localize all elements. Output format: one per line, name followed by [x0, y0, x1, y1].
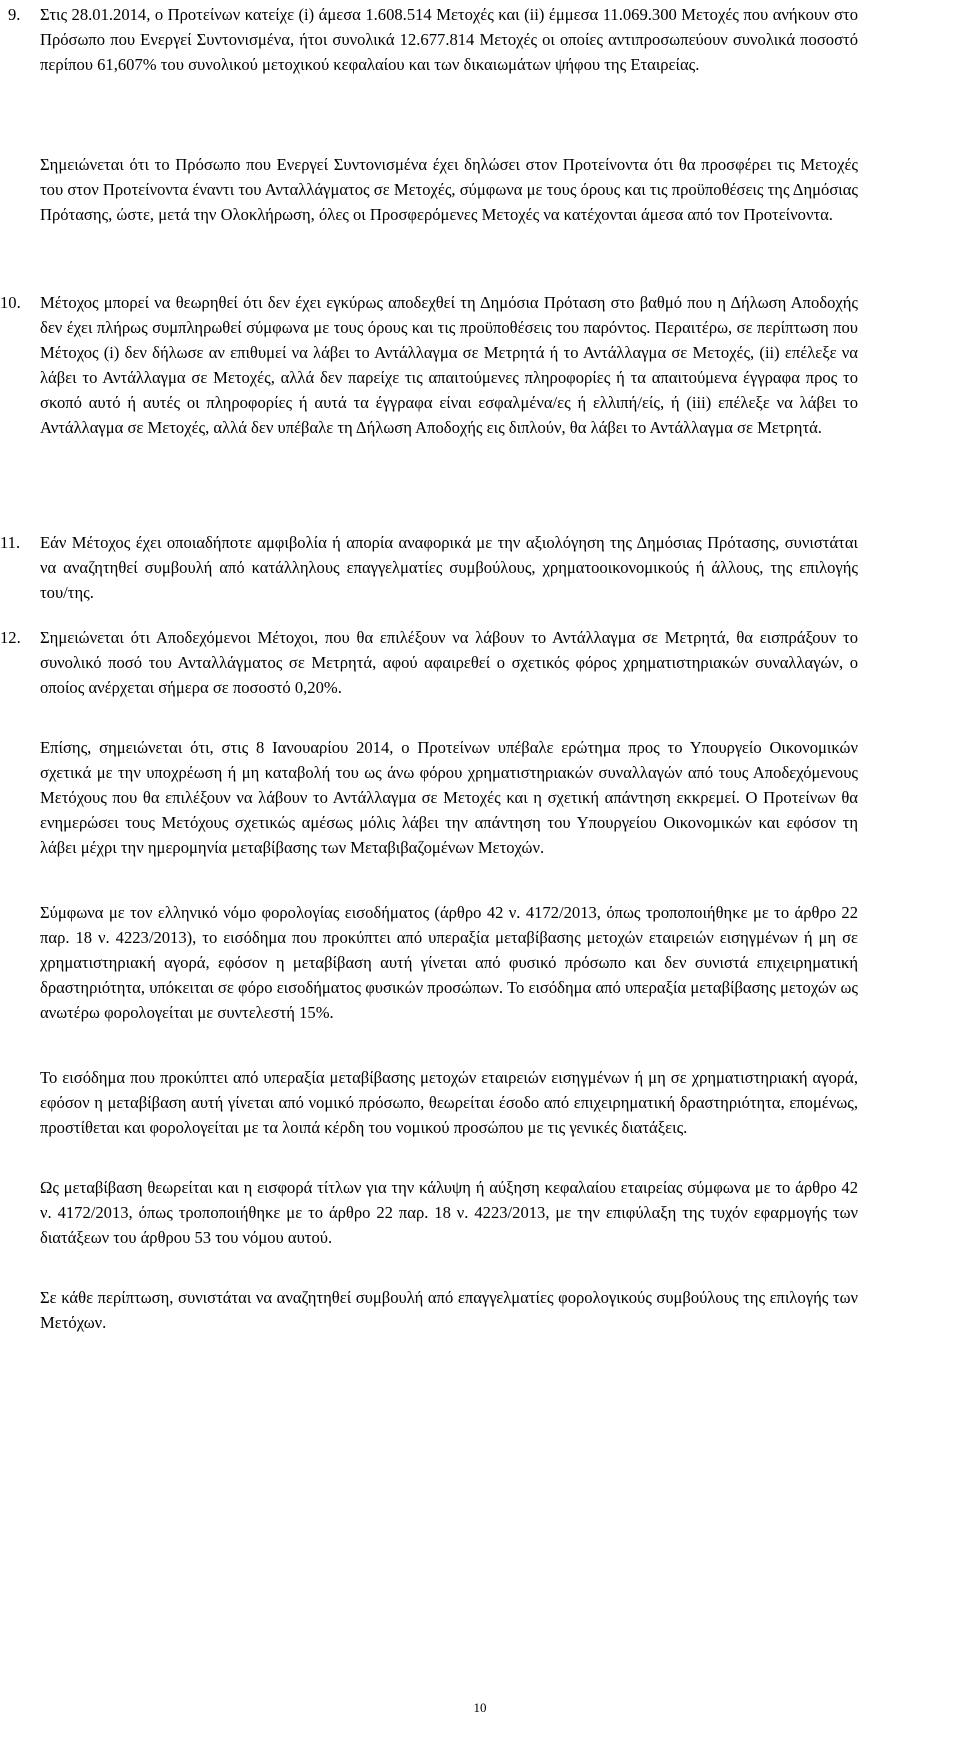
- paragraph-text: Σημειώνεται ότι το Πρόσωπο που Ενεργεί Συντονισμένα έχει δηλώσει στον Προτείνοντα ότι θα προσφέρει τις Μετοχές του στον Προτείνοντα έναντι του Ανταλλάγματος σε Μετοχές, σύμφωνα με τους όρους και τις προϋποθέσεις της Δημόσιας Πρότασης, ώστε, μετά την Ολοκλήρωση, όλες οι Προσφερόμενες Μετοχές να κατέχονται άμεσα από τον Προτείνοντα.: [40, 155, 858, 225]
- paragraph-text: Επίσης, σημειώνεται ότι, στις 8 Ιανουαρίου 2014, ο Προτείνων υπέβαλε ερώτημα προς το Υπουργείο Οικονομικών σχετικά με την υποχρέωση ή μη καταβολή του ως άνω φόρου χρηματιστηριακών συναλλαγών από τους Αποδεχόμενους Μετόχους που θα επιλέξουν να λάβουν το Αντάλλαγμα σε Μετοχές και η σχετική απάντηση εκκρεμεί. Ο Προτείνων θα ενημερώσει τους Μετόχους σχετικώς αμέσως μόλις λάβει την απάντηση του Υπουργείου Οικονομικών και εφόσον τη λάβει μέχρι την ημερομηνία μεταβίβασης των Μεταβιβαζομένων Μετοχών.: [40, 738, 858, 858]
- paragraph-text: Στις 28.01.2014, ο Προτείνων κατείχε (i) άμεσα 1.608.514 Μετοχές και (ii) έμμεσα 11.069.300 Μετοχές που ανήκουν στο Πρόσωπο που Ενεργεί Συντονισμένα, ήτοι συνολικά 12.677.814 Μετοχές οι οποίες αντιπροσωπεύουν συνολικά ποσοστό περίπου 61,607% του συνολικού μετοχικού κεφαλαίου και των δικαιωμάτων ψήφου της Εταιρείας.: [40, 5, 858, 75]
- paragraph-text: Εάν Μέτοχος έχει οποιαδήποτε αμφιβολία ή απορία αναφορικά με την αξιολόγηση της Δημόσιας Πρότασης, συνιστάται να αναζητηθεί συμβουλή από κατάλληλους επαγγελματίες συμβούλους, χρηματοοικονομικούς ή άλλους, της επιλογής του/της.: [40, 533, 858, 603]
- list-item-9: [8, 2, 858, 77]
- paragraph-text: Σύμφωνα με τον ελληνικό νόμο φορολογίας εισοδήματος (άρθρο 42 ν. 4172/2013, όπως τροποποιήθηκε με το άρθρο 22 παρ. 18 ν. 4223/2013), το εισόδημα που προκύπτει από υπεραξία μεταβίβασης μετοχών εταιρειών εισηγμένων ή μη σε χρηματιστηριακή αγορά, εφόσον η μεταβίβαση αυτή γίνεται από φυσικό πρόσωπο και δεν συνιστά επιχειρηματική δραστηριότητα, υπόκειται σε φόρο εισοδήματος φυσικών προσώπων. Το εισόδημα από υπεραξία μεταβίβασης μετοχών ως ανωτέρω φορολογείται με συντελεστή 15%.: [40, 903, 858, 1023]
- paragraph: [40, 735, 858, 860]
- paragraph: [40, 1285, 858, 1335]
- paragraph-text: Σημειώνεται ότι Αποδεχόμενοι Μέτοχοι, που θα επιλέξουν να λάβουν το Αντάλλαγμα σε Μετρητά, θα εισπράξουν το συνολικό ποσό του Ανταλλάγματος σε Μετρητά, αφού αφαιρεθεί ο σχετικός φόρος χρηματιστηριακών συναλλαγών, ο οποίος ανέρχεται σήμερα σε ποσοστό 0,20%.: [40, 628, 858, 698]
- paragraph-text: Το εισόδημα που προκύπτει από υπεραξία μεταβίβασης μετοχών εταιρειών εισηγμένων ή μη σε χρηματιστηριακή αγορά, εφόσον η μεταβίβαση αυτή γίνεται από νομικό πρόσωπο, θεωρείται έσοδο από επιχειρηματική δραστηριότητα, επομένως, προστίθεται και φορολογείται με τα λοιπά κέρδη του νομικού προσώπου με τις γενικές διατάξεις.: [40, 1068, 858, 1138]
- list-number: 12.: [0, 628, 21, 647]
- page-number: 10: [473, 1700, 487, 1715]
- paragraph: [40, 1175, 858, 1250]
- paragraph: [40, 900, 858, 1025]
- paragraph-text: Μέτοχος μπορεί να θεωρηθεί ότι δεν έχει εγκύρως αποδεχθεί τη Δημόσια Πρόταση στο βαθμό που η Δήλωση Αποδοχής δεν έχει πλήρως συμπληρωθεί σύμφωνα με τους όρους και τις προϋποθέσεις του παρόντος. Περαιτέρω, σε περίπτωση που Μέτοχος (i) δεν δήλωσε αν επιθυμεί να λάβει το Αντάλλαγμα σε Μετρητά ή το Αντάλλαγμα σε Μετοχές, (ii) επέλεξε να λάβει το Αντάλλαγμα σε Μετοχές, αλλά δεν παρείχε τις απαιτούμενες πληροφορίες ή τα απαιτούμενα έγγραφα προς το σκοπό αυτό ή αυτές οι πληροφορίες ή αυτά τα έγγραφα είναι εσφαλμένα/ες ή ελλιπή/είς, ή (iii) επέλεξε να λάβει το Αντάλλαγμα σε Μετοχές, αλλά δεν υπέβαλε τη Δήλωση Αποδοχής εις διπλούν, θα λάβει το Αντάλλαγμα σε Μετρητά.: [40, 293, 858, 438]
- paragraph-text: Σε κάθε περίπτωση, συνιστάται να αναζητηθεί συμβουλή από επαγγελματίες φορολογικούς συμβούλους της επιλογής των Μετόχων.: [40, 1288, 858, 1333]
- list-number: 10.: [0, 293, 21, 312]
- paragraph: [40, 152, 858, 227]
- list-item-12: [0, 625, 858, 700]
- list-item-10: [0, 290, 858, 441]
- paragraph-text: Ως μεταβίβαση θεωρείται και η εισφορά τίτλων για την κάλυψη ή αύξηση κεφαλαίου εταιρείας σύμφωνα με το άρθρο 42 ν. 4172/2013, όπως τροποποιήθηκε με το άρθρο 22 παρ. 18 ν. 4223/2013, με την επιφύλαξη της τυχόν εφαρμογής των διατάξεων του άρθρου 53 του νόμου αυτού.: [40, 1178, 858, 1248]
- list-number: 11.: [0, 533, 21, 552]
- list-number: 9.: [8, 5, 21, 24]
- paragraph: [40, 1065, 858, 1140]
- list-item-11: [0, 530, 858, 605]
